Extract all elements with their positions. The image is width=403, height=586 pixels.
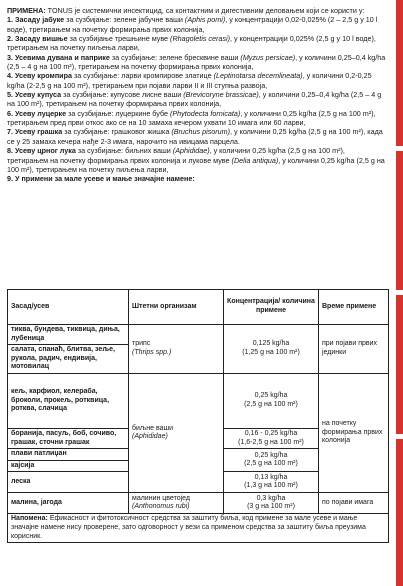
header-time: Време примене	[319, 290, 389, 325]
crop-cell: боранија, пасуљ, боб, сочиво, грашак, сточни грашак	[8, 428, 129, 448]
minor-uses-table	[7, 289, 389, 543]
dose-cell: 0,3 kg/ha (3 g на 100 m²)	[224, 493, 319, 514]
time-cell: на почетку формирања првих колонија	[319, 373, 389, 492]
time-cell: при појави првих јединки	[319, 325, 389, 374]
intro-paragraph: ПРИМЕНА: TONUS је системични инсектицид, са контактним и дигестивним деловањем који се користи у:	[7, 6, 365, 15]
dose-cell: 0,125 kg/ha (1,25 g на 100 m²)	[224, 325, 319, 374]
table-note-row	[8, 514, 389, 543]
crop-cell: салата, спанаћ, блитва, зеље, рукола, радич, ендивија, мотовилац	[8, 345, 129, 374]
table-row	[8, 493, 389, 514]
dose-cell: 0,25 kg/ha (2,5 g на 100 m²)	[224, 373, 319, 428]
pest-cell: биљне ваши (Aphididae)	[129, 373, 224, 492]
usage-item: 7. Усеву грашка за сузбијање: грашковог жишка (Bruchus pisorum), у количини 0,25 kg/ha (2,5 g на 100 m²), када се у 25 замаха кечера нађе 2-3 имага, нарочито на ивицама парцела.	[7, 127, 383, 146]
dose-cell: 0,13 kg/ha (1,3 g на 100 m²)	[224, 472, 319, 493]
dose-cell: 0,16 - 0,25 kg/ha (1,6-2,5 g на 100 m²)	[224, 428, 319, 448]
table-header-row	[8, 290, 389, 325]
usage-text	[7, 6, 387, 184]
side-accent-bar	[396, 0, 403, 586]
usage-item-9: 9. У примени за мале усеве и мање значајне намене:	[7, 174, 195, 184]
table-row	[8, 373, 389, 428]
crop-cell: тиква, бундева, тиквица, диња, лубеница	[8, 325, 129, 345]
crop-cell: малина, јагода	[8, 493, 129, 514]
crop-cell: плави патлиџан	[8, 449, 129, 461]
crop-cell: кељ, карфиол, келераба, броколи, прокељ, ротквица, ротква, слачица	[8, 373, 129, 428]
usage-item: 4. Усеву кромпира за сузбијање: ларви кромпирове златице (Leptinotarsa decemlineata), у количини 0,2-0,25 kg/ha (2-2,5 g на 100 m²), третирањем при појави ларви II и III ступња развоја,	[7, 71, 372, 90]
usage-item: 6. Усеву луцерке за сузбијање: луцеркине бубе (Phytodecta fornicata), у количини 0,25 kg/ha (2,5 g на 100 m²), третирањем пред први откос ако се на 10 замаха кечером ухвати 10 имага или 60 ларви,	[7, 108, 376, 128]
usage-item: 1. Засаду јабуке за сузбијање: зелене јабучне ваши (Aphis pomi), у концентрацији 0,02-0,025% (2 – 2,5 g у 10 l воде), третирањем на почетку формирања првих колонија,	[7, 15, 378, 34]
usage-item: 2. Засаду вишње за сузбијање трешњине муве (Rhagoletis cerasi), у концентрацији 0,025% (2,5 g у 10 l воде), третирањем на почетку пиљења ларви,	[7, 34, 376, 53]
note-cell: Напомена: Ефикасност и фитотоксичност средства за заштиту биља, код примене за мале усеве и мање значајне намене нису проверене, зато одговорност у вези са применом средства за заштиту биља преузима корисник.	[8, 514, 389, 543]
usage-item: 3. Усевима дувана и паприке за сузбијање: зелене бресквине ваши (Myzus persicae), у количини 0,25–0,4 kg/ha (2,5 – 4 g на 100 m²), третирањем на почетку формирања првих колонија,	[7, 52, 386, 72]
time-cell: по појави имага	[319, 493, 389, 514]
dose-cell: 0,25 kg/ha (2,5 g на 100 m²)	[224, 449, 319, 472]
header-dose: Концентрација/ количина примене	[224, 290, 319, 325]
crop-cell: кајсија	[8, 460, 129, 472]
pest-cell: трипс (Thrips spp.)	[129, 325, 224, 374]
table-row	[8, 325, 389, 345]
usage-item: 5. Усеву купуса за сузбијање: купусове лисне ваши (Brevicoryne brassicae), у количини 0,25–0,4 kg/ha (2,5 – 4 g на 100 m²), третирањем на почетку формирања првих колонија,	[7, 90, 382, 109]
header-pest: Штетни организам	[129, 290, 224, 325]
header-crop: Засад/усев	[8, 290, 129, 325]
usage-item: 8. Усеву црног лука за сузбијање: биљних ваши (Aphididae), у количини 0,25 kg/ha (2,5 g на 100 m²), третирањем на почетку формирања првих колонија и луковe муве (Delia antiqua), у количини 0,25 kg/ha (2,5 g на 100 m²), третирањем на почетку пиљења ларви,	[7, 146, 385, 174]
pest-cell: малинин цветојед (Anthonomus rubi)	[129, 493, 224, 514]
crop-cell: леска	[8, 472, 129, 493]
